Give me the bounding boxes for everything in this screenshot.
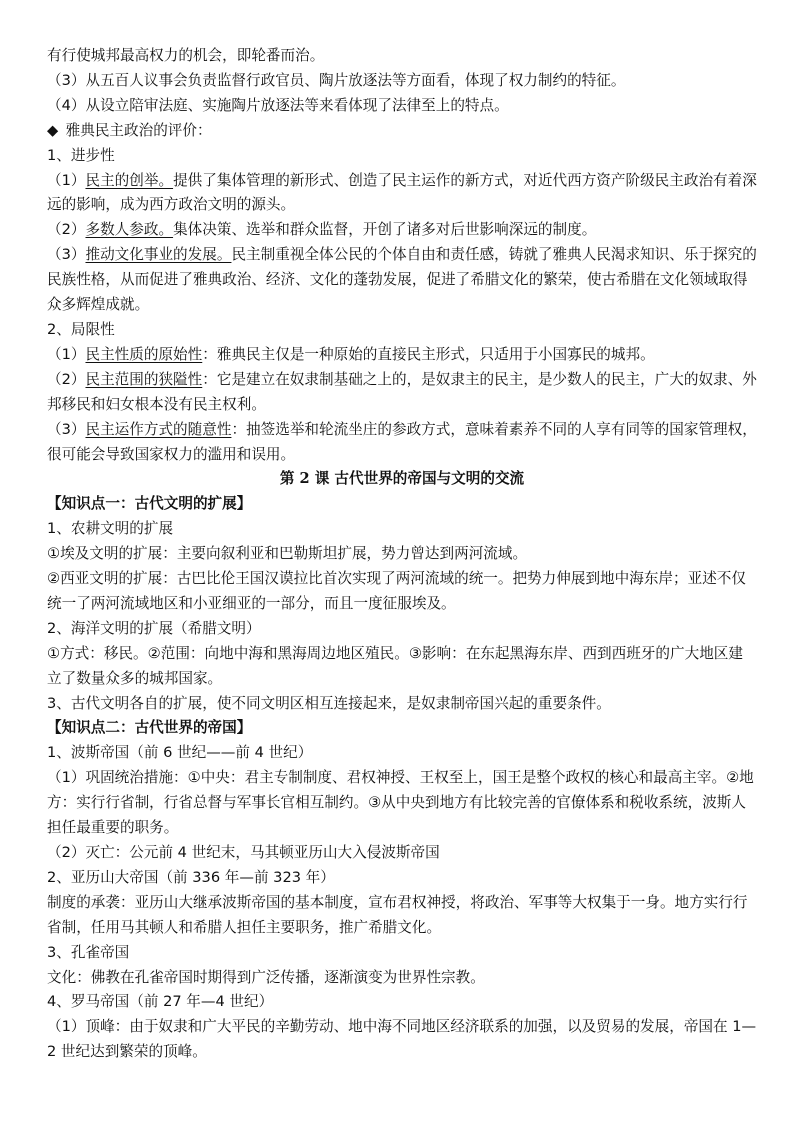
section-heading: 2、局限性	[47, 320, 115, 338]
knowledge-point-heading: 【知识点一：古代文明的扩展】	[47, 495, 252, 513]
section-heading: 2、海洋文明的扩展（希腊文明）	[47, 619, 261, 637]
underlined-term: 民主运作方式的随意性	[85, 420, 232, 438]
underlined-point	[47, 343, 757, 368]
underlined-point	[47, 218, 757, 243]
text-line: （1）顶峰：由于奴隶和广大平民的辛勤劳动、地中海不同地区经济联系的加强，以及贸易的发展，帝国在 1—2 世纪达到繁荣的顶峰。	[47, 1018, 757, 1061]
text-line: （1）巩固统治措施：①中央：君主专制制度、君权神授、王权至上，国王是整个政权的核心和最高主宰。②地方：实行行省制，行省总督与军事长官相互制约。③从中央到地方有比较完善的官僚体系和税收系统，波斯人担任最重要的职务。	[47, 769, 754, 837]
point-text: 民主制重视全体公民的个体自由和责任感，铸就了雅典人民渴求知识、乐于探究的民族性格，从而促进了雅典政治、经济、文化的蓬勃发展，促进了希腊文化的繁荣，使古希腊在文化领域取得众多辉煌成就。	[47, 246, 757, 314]
section-heading: 1、农耕文明的扩展	[47, 520, 174, 538]
section-heading: 1、进步性	[47, 146, 115, 164]
point-number: （1）	[47, 171, 86, 189]
text-line: 有行使城邦最高权力的机会，即轮番而治。	[47, 47, 325, 64]
underlined-term: 推动文化事业的发展。	[85, 246, 232, 264]
point-number: （2）	[47, 370, 86, 388]
underlined-point	[47, 368, 757, 418]
underlined-term: 民主范围的狭隘性	[85, 370, 203, 388]
text-line: ①埃及文明的扩展：主要向叙利亚和巴勒斯坦扩展，势力曾达到两河流域。	[47, 545, 528, 563]
point-number: （3）	[47, 246, 86, 264]
section-heading: 1、波斯帝国（前 6 世纪——前 4 世纪）	[47, 744, 313, 762]
point-text: ：雅典民主仅是一种原始的直接民主形式，只适用于小国寡民的城邦。	[202, 345, 655, 363]
point-number: （3）	[47, 420, 86, 438]
section-heading: 3、孔雀帝国	[47, 943, 130, 961]
point-number: （1）	[47, 345, 86, 363]
text-line: （4）从设立陪审法庭、实施陶片放逐法等来看体现了法律至上的特点。	[47, 96, 509, 114]
text-line: 文化：佛教在孔雀帝国时期得到广泛传播，逐渐演变为世界性宗教。	[47, 968, 485, 986]
text-line: ②西亚文明的扩展：古巴比伦王国汉谟拉比首次实现了两河流域的统一。把势力伸展到地中海东岸；亚述不仅统一了两河流域地区和小亚细亚的一部分，而且一度征服埃及。	[47, 570, 746, 612]
text-line: （3）从五百人议事会负责监督行政官员、陶片放逐法等方面看，体现了权力制约的特征。	[47, 71, 626, 89]
underlined-point	[47, 243, 757, 318]
point-text: ：它是建立在奴隶制基础之上的，是奴隶主的民主，是少数人的民主，广大的奴隶、外邦移民和妇女根本没有民主权利。	[47, 370, 757, 413]
document-page	[47, 44, 757, 1065]
text-line: （2）灭亡：公元前 4 世纪末，马其顿亚历山大入侵波斯帝国	[47, 844, 440, 861]
section-heading: 4、罗马帝国（前 27 年—4 世纪）	[47, 993, 274, 1011]
underlined-point	[47, 169, 757, 219]
knowledge-point-heading: 【知识点二：古代世界的帝国】	[47, 719, 252, 737]
underlined-term: 多数人参政。	[85, 221, 174, 239]
text-line: ①方式：移民。②范围：向地中海和黑海周边地区殖民。③影响：在东起黑海东岸、西到西班牙的广大地区建立了数量众多的城邦国家。	[47, 644, 743, 687]
diamond-bullet-icon: ◆	[47, 121, 59, 139]
point-text: ：抽签选举和轮流坐庄的参政方式，意味着素养不同的人享有同等的国家管理权，很可能会导致国家权力的滥用和误用。	[47, 420, 757, 463]
point-text: 提供了集体管理的新形式、创造了民主运作的新方式，对近代西方资产阶级民主政治有着深远的影响，成为西方政治文明的源头。	[47, 171, 757, 214]
section-heading: 2、亚历山大帝国（前 336 年—前 323 年）	[47, 868, 335, 886]
point-number: （2）	[47, 221, 86, 239]
underlined-term: 民主性质的原始性	[85, 345, 203, 363]
text-line: 3、古代文明各自的扩展，使不同文明区相互连接起来，是奴隶制帝国兴起的重要条件。	[47, 694, 611, 712]
bullet-heading	[47, 119, 757, 144]
point-text: 集体决策、选举和群众监督，开创了诸多对后世影响深远的制度。	[173, 221, 597, 239]
underlined-point	[47, 418, 757, 468]
lesson-title: 第 2 课 古代世界的帝国与文明的交流	[279, 470, 525, 488]
underlined-term: 民主的创举。	[85, 171, 174, 189]
bullet-heading-text: 雅典民主政治的评价：	[65, 121, 212, 139]
text-line: 制度的承袭：亚历山大继承波斯帝国的基本制度，宣布君权神授，将政治、军事等大权集于一身。地方实行行省制，任用马其顿人和希腊人担任主要职务，推广希腊文化。	[47, 893, 748, 936]
